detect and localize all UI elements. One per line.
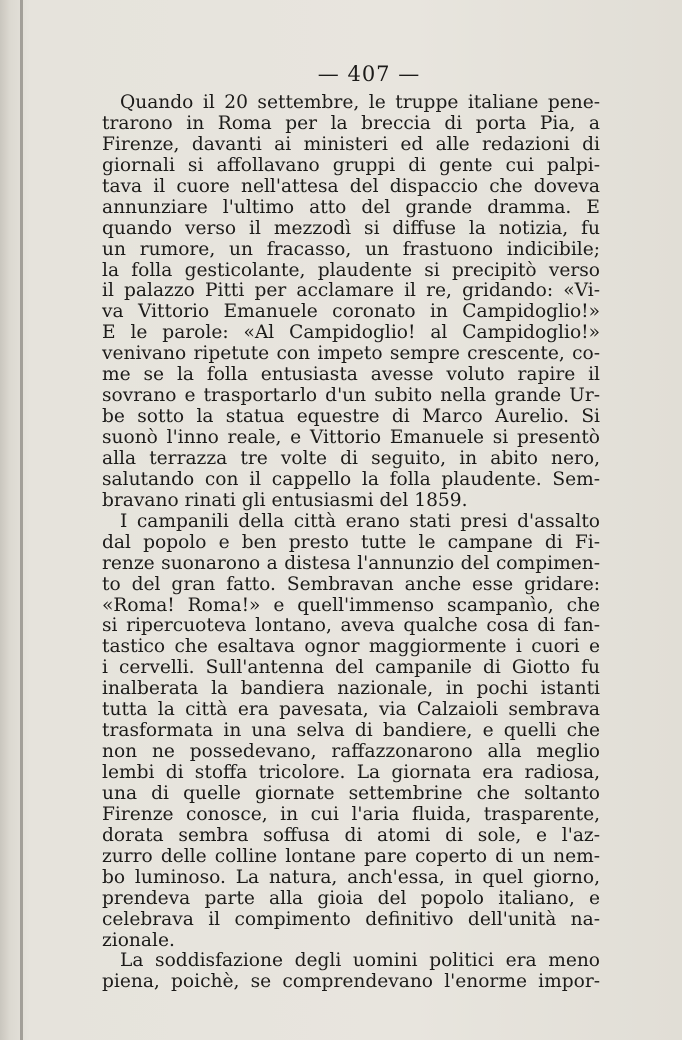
text-line: alla terrazza tre volte di seguito, in abito nero, xyxy=(102,447,600,469)
text-line: prendeva parte alla gioia del popolo italiano, e xyxy=(102,887,600,909)
text-line: to del gran fatto. Sembravan anche esse gridare: xyxy=(102,573,600,595)
text-line: annunziare l'ultimo atto del grande dramma. E xyxy=(102,196,600,218)
body-text xyxy=(102,93,600,993)
text-line: be sotto la statua equestre di Marco Aurelio. Si xyxy=(102,406,600,428)
text-line: La soddisfazione degli uomini politici era meno xyxy=(120,950,600,972)
text-line: giornali si affollavano gruppi di gente cui palpi- xyxy=(102,154,600,176)
text-line: un rumore, un fracasso, un frastuono indicibile; xyxy=(102,238,600,260)
text-line: Quando il 20 settembre, le truppe italiane pene- xyxy=(120,92,600,113)
paragraph-3 xyxy=(102,951,600,993)
text-line: venivano ripetute con impeto sempre crescente, co- xyxy=(102,343,600,365)
text-line: lembi di stoffa tricolore. La giornata era radiosa, xyxy=(102,762,600,783)
text-line: il palazzo Pitti per acclamare il re, gridando: «Vi- xyxy=(102,280,600,302)
text-line: zurro delle colline lontane pare coperto di un nem- xyxy=(102,845,600,867)
text-line: dal popolo e ben presto tutte le campane di Fi- xyxy=(102,531,600,553)
text-line: salutando con il cappello la folla plaudente. Sem- xyxy=(102,468,600,490)
text-line: tastico che esaltava ognor maggiormente i cuori e xyxy=(102,636,600,658)
page-number: — 407 — xyxy=(317,62,421,86)
text-line: suonò l'inno reale, e Vittorio Emanuele si presentò xyxy=(102,427,600,448)
text-line: quando verso il mezzodì si diffuse la notizia, fu xyxy=(102,217,600,239)
text-line: non ne possedevano, raffazzonarono alla meglio xyxy=(102,741,600,763)
text-line: una di quelle giornate settembrine che soltanto xyxy=(102,782,600,804)
text-line: celebrava il compimento definitivo dell'unità na- xyxy=(102,908,600,930)
page-spine-shadow xyxy=(20,0,23,1040)
text-line: renze suonarono a distesa l'annunzio del compimen- xyxy=(102,552,600,574)
text-line: la folla gesticolante, plaudente si precipitò verso xyxy=(102,259,600,281)
text-line: Firenze conosce, in cui l'aria fluida, trasparente, xyxy=(102,803,600,825)
text-line: inalberata la bandiera nazionale, in pochi istanti xyxy=(102,678,600,700)
paragraph-1 xyxy=(102,93,600,512)
text-line: tutta la città era pavesata, via Calzaioli sembrava xyxy=(102,699,600,721)
text-line: me se la folla entusiasta avesse voluto rapire il xyxy=(102,364,600,386)
text-line: sovrano e trasportarlo d'un subito nella grande Ur- xyxy=(102,385,600,407)
text-line: piena, poichè, se comprendevano l'enorme impor- xyxy=(102,971,600,993)
text-line: «Roma! Roma!» e quell'immenso scampanìo, che xyxy=(102,594,600,616)
text-line: i cervelli. Sull'antenna del campanile di Giotto fu xyxy=(102,657,600,679)
text-line: va Vittorio Emanuele coronato in Campidoglio!» xyxy=(102,301,600,323)
text-line: zionale. xyxy=(102,929,175,951)
text-line: dorata sembra soffusa di atomi di sole, e l'az- xyxy=(102,824,600,846)
text-line: E le parole: «Al Campidoglio! al Campidoglio!» xyxy=(102,322,600,344)
text-line: trasformata in una selva di bandiere, e quelli che xyxy=(102,720,600,742)
text-line: trarono in Roma per la breccia di porta Pia, a xyxy=(102,112,600,134)
text-line: I campanili della città erano stati presi d'assalto xyxy=(120,510,600,532)
paragraph-2 xyxy=(102,512,600,952)
text-line: Firenze, davanti ai ministeri ed alle redazioni di xyxy=(102,133,600,155)
text-line: bravano rinati gli entusiasmi del 1859. xyxy=(102,489,468,511)
text-line: bo luminoso. La natura, anch'essa, in quel giorno, xyxy=(102,866,600,888)
text-line: tava il cuore nell'attesa del dispaccio che doveva xyxy=(102,175,600,197)
text-line: si ripercuoteva lontano, aveva qualche cosa di fan- xyxy=(102,615,600,637)
